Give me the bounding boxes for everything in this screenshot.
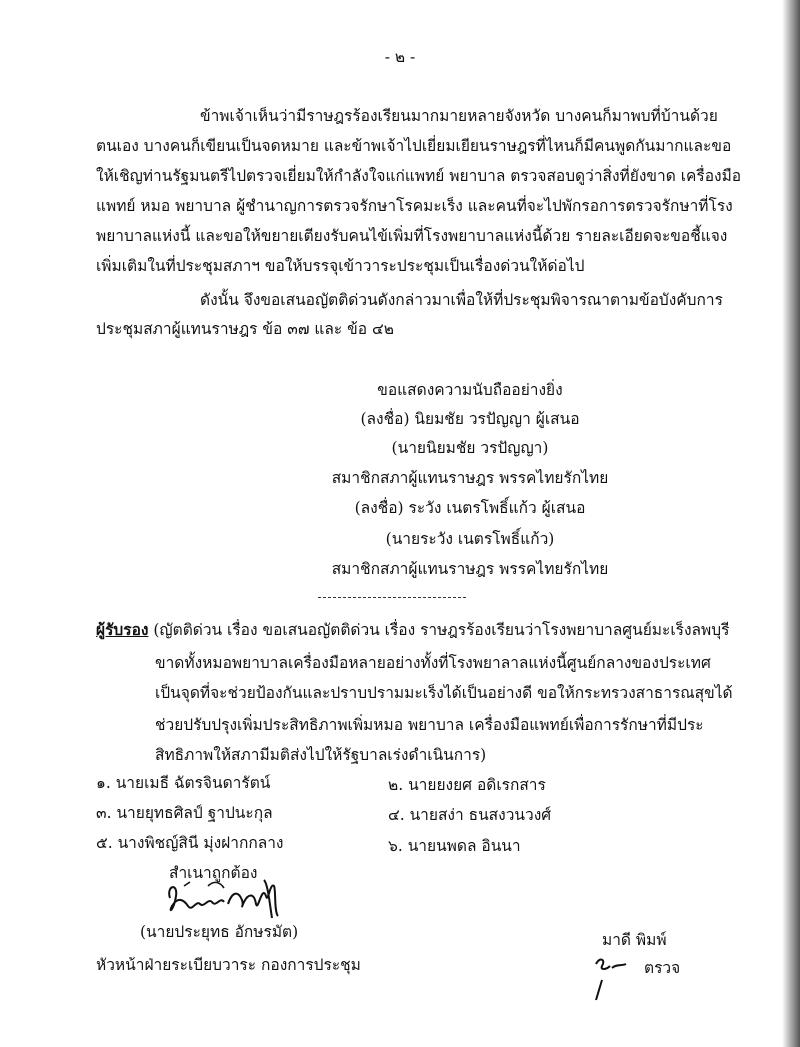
certifier-title: หัวหน้าฝ่ายระเบียบวาระ กองการประชุม [96,956,361,974]
scan-shadow-edge [782,0,800,1047]
member-2: ๒. นายยงยศ อดิเรกสาร [388,776,546,794]
checker-initials [592,952,642,1002]
handwritten-signature [164,876,304,922]
member-1: ๑. นายเมธี ฉัตรจินดารัตน์ [96,774,271,792]
signature-line-2: (ลงชื่อ) ระวัง เนตรโพธิ์แก้ว ผู้เสนอ [354,499,586,517]
checker-note: ตรวจ [644,959,681,977]
signatory-name-1: (นายนิยมชัย วรปัญญา) [391,439,549,457]
endorser-text: เป็นจุดที่จะช่วยป้องกันและปราบปรามมะเร็งได้เป็นอย่างดี ขอให้กระทรวงสาธารณสุขได้ [155,684,733,702]
signature-line-1: (ลงชื่อ) นิยมชัย วรปัญญา ผู้เสนอ [360,410,580,428]
member-3: ๓. นายยุทธศิลป์ ฐาปนะกุล [96,804,273,822]
member-6: ๖. นายนพดล อินนา [388,837,521,855]
body-line: ข้าพเจ้าเห็นว่ามีราษฎรร้องเรียนมากมายหลายจังหวัด บางคนก็มาพบที่บ้านด้วย [200,107,718,125]
endorser-label: ผู้รับรอง [96,620,149,639]
dashed-divider [318,597,466,598]
member-4: ๔. นายสง่า ธนสงวนวงศ์ [388,806,552,824]
body-line: ให้เชิญท่านรัฐมนตรีไปตรวจเยี่ยมให้กำลังใจแก่แพทย์ พยาบาล ตรวจสอบดูว่าสิ่งที่ยังขาด เครื่องมือ [96,167,742,185]
certified-copy-label: สำเนาถูกต้อง [169,864,258,882]
endorser-block-first-line [96,617,729,642]
certifier-name: (นายประยุทธ อักษรมัต) [140,923,299,941]
body-line: ประชุมสภาผู้แทนราษฎร ข้อ ๓๗ และ ข้อ ๔๒ [96,320,394,338]
typist-note: มาดี พิมพ์ [602,931,667,949]
endorser-text: (ญัตติด่วน เรื่อง ขอเสนอญัตติด่วน เรื่อง ราษฎรร้องเรียนว่าโรงพยาบาลศูนย์มะเร็งลพบุรี [148,621,730,639]
body-line: พยาบาลแห่งนี้ และขอให้ขยายเตียงรับคนไข้เพิ่มที่โรงพยาบาลแห่งนี้ด้วย รายละเอียดจะขอชี้แจง [96,227,728,245]
endorser-text: ช่วยปรับปรุงเพิ่มประสิทธิภาพเพิ่มหมอ พยาบาล เครื่องมือแพทย์เพื่อการรักษาที่มีประ [155,716,704,734]
signatory-role-2: สมาชิกสภาผู้แทนราษฎร พรรคไทยรักไทย [331,560,609,578]
signatory-name-2: (นายระวัง เนตรโพธิ์แก้ว) [385,530,555,548]
body-line: แพทย์ หมอ พยาบาล ผู้ชำนาญการตรวจรักษาโรคมะเร็ง และคนที่จะไปพักรอการตรวจรักษาที่โรง [96,197,733,215]
closing-respect: ขอแสดงความนับถืออย่างยิ่ง [377,381,563,399]
signatory-role-1: สมาชิกสภาผู้แทนราษฎร พรรคไทยรักไทย [331,469,609,487]
body-line: ดังนั้น จึงขอเสนอญัตติด่วนดังกล่าวมาเพื่อให้ที่ประชุมพิจารณาตามข้อบังคับการ [200,291,723,309]
page-number: - ๒ - [384,48,416,66]
endorser-text: ขาดทั้งหมอพยาบาลเครื่องมือหลายอย่างทั้งที่โรงพยาลาลแห่งนี้ศูนย์กลางของประเทศ [155,654,711,672]
endorser-text: สิทธิภาพให้สภามีมติส่งไปให้รัฐบาลเร่งดำเนินการ) [155,746,487,764]
body-line: ตนเอง บางคนก็เขียนเป็นจดหมาย และข้าพเจ้าไปเยี่ยมเยียนราษฎรที่ไหนก็มีคนพูดกันมากและขอ [96,137,732,155]
member-5: ๕. นางพิชญ์สินี มุ่งฝากกลาง [96,834,284,852]
body-line: เพิ่มเติมในที่ประชุมสภาฯ ขอให้บรรจุเข้าวาระประชุมเป็นเรื่องด่วนให้ด่อไป [96,257,585,275]
